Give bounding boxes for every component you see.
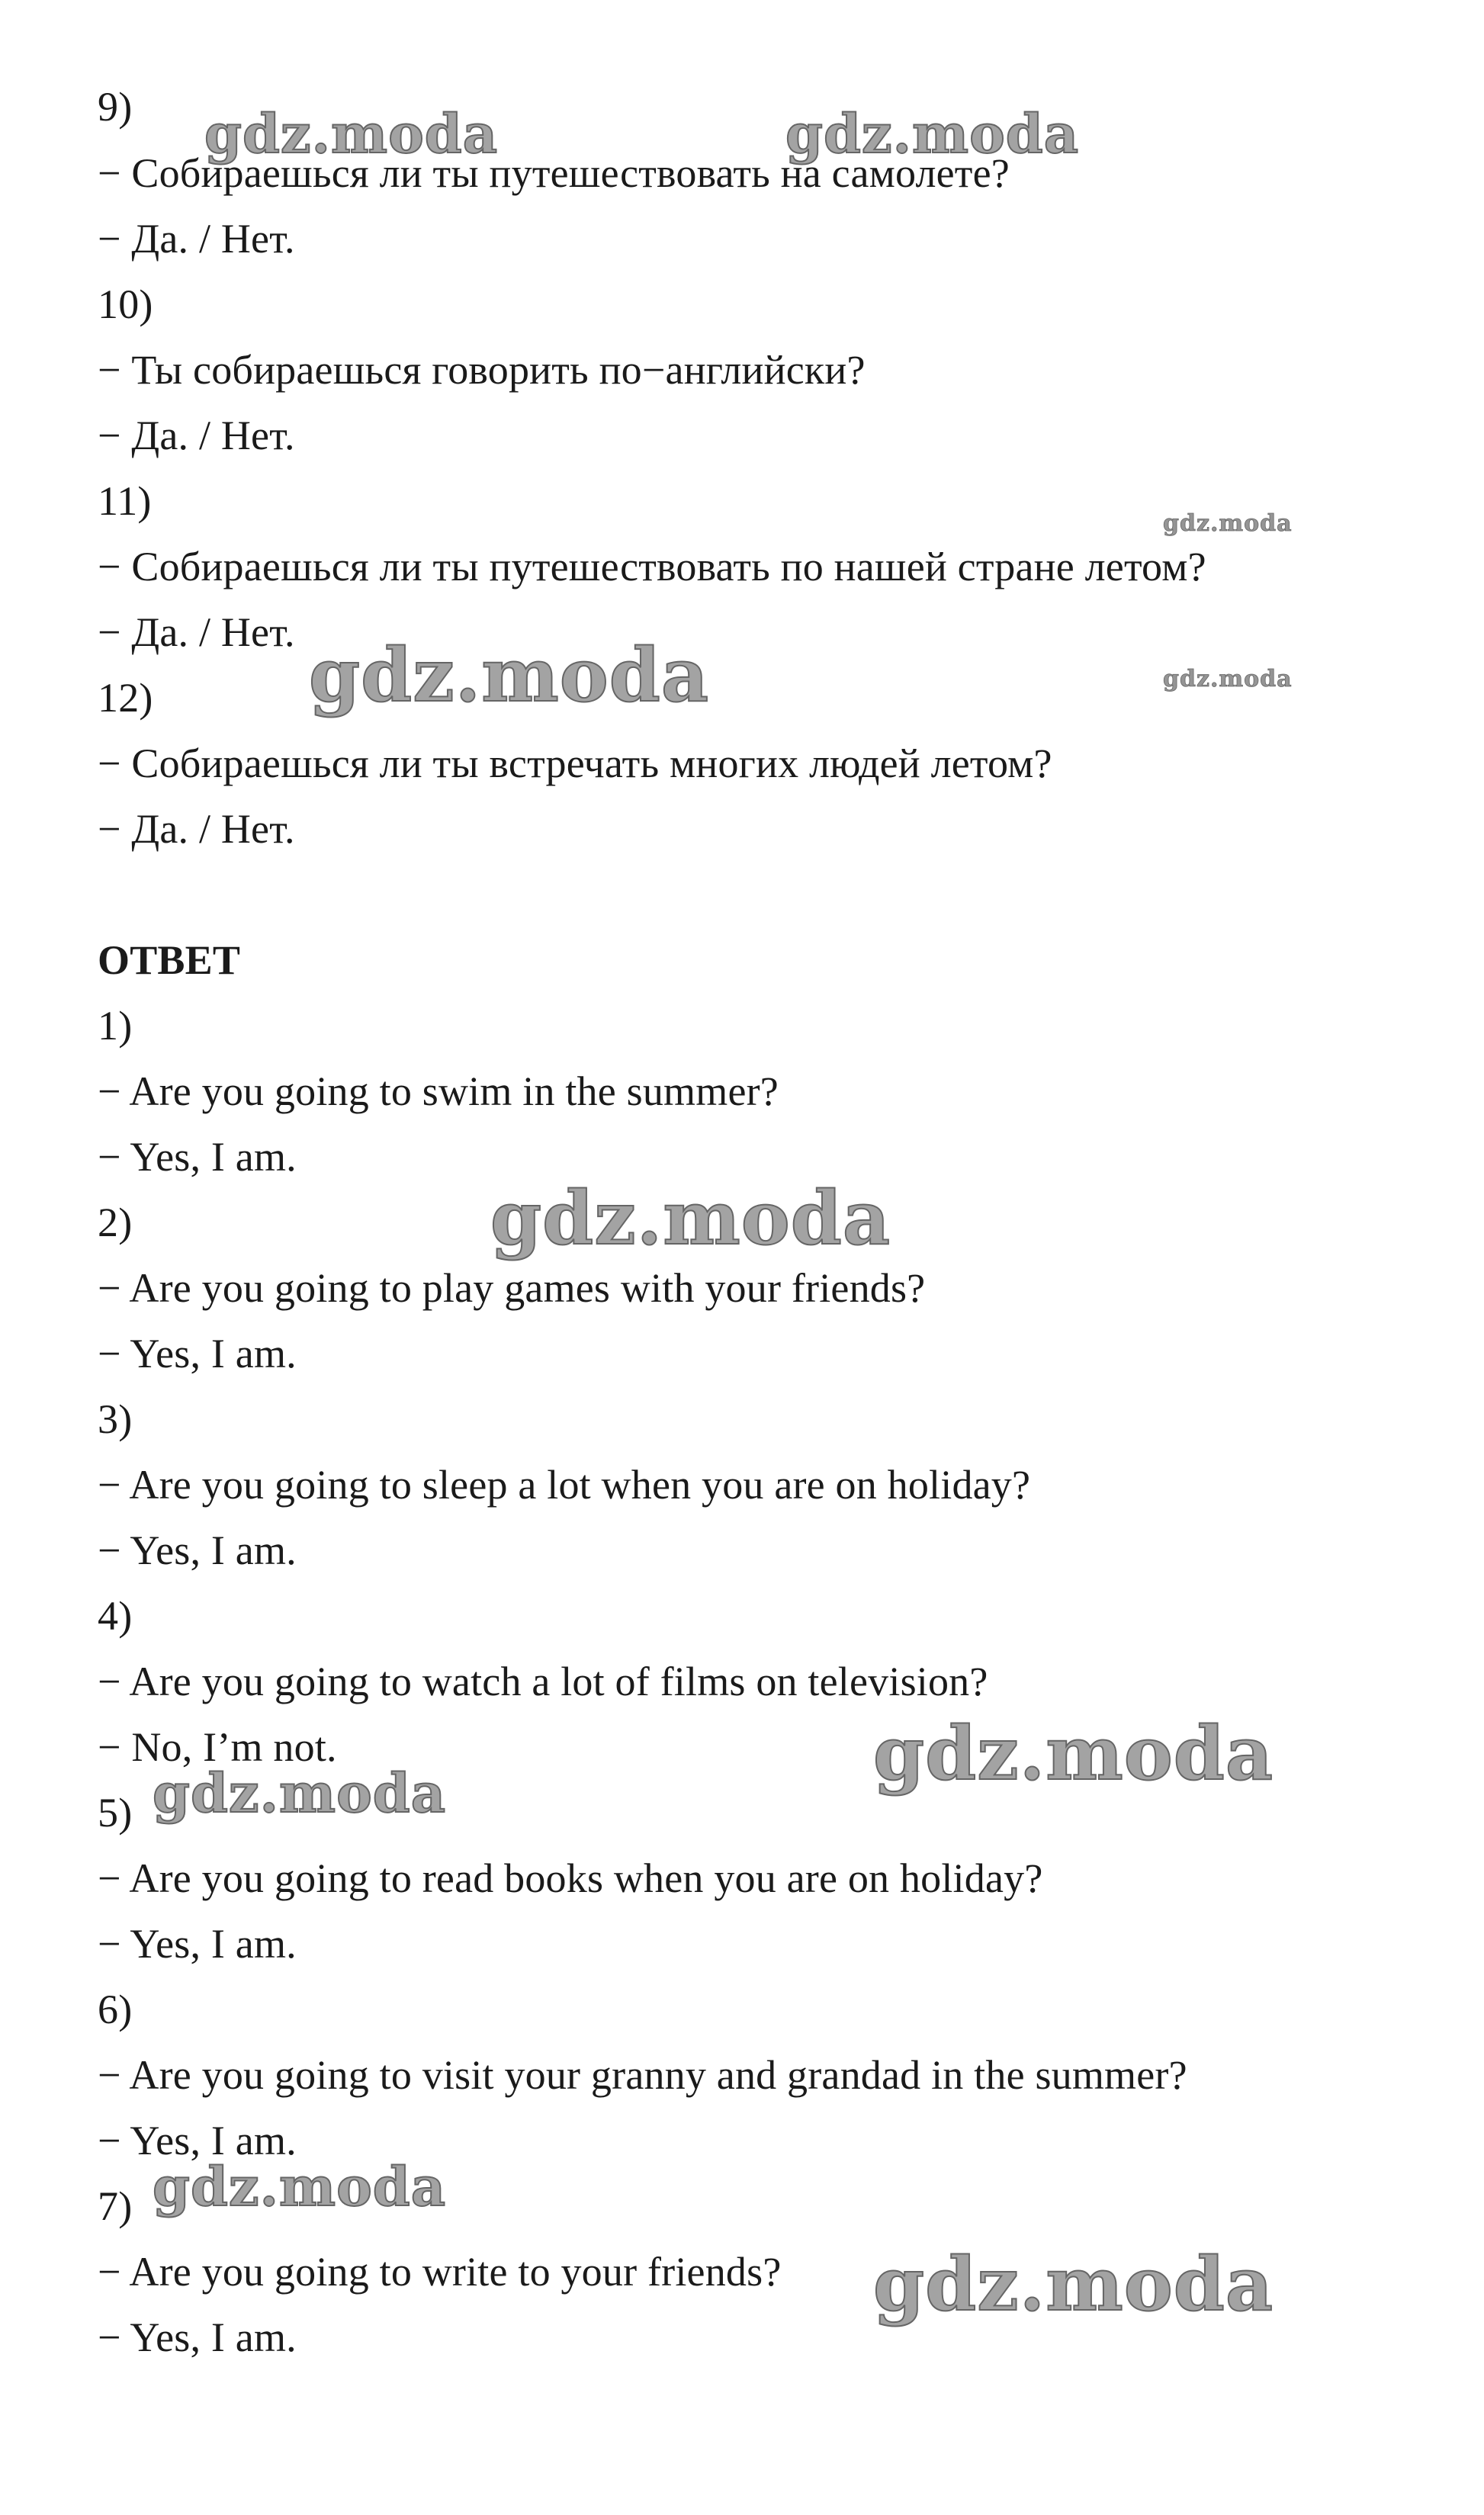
question-text: − Собираешься ли ты встречать многих людей летом? — [98, 740, 1052, 786]
question-answer: − Да. / Нет. — [98, 609, 295, 655]
answer-reply: − Yes, I am. — [98, 1527, 297, 1573]
watermark: gdz.moda — [204, 102, 499, 165]
answer-number: 2) — [98, 1200, 133, 1245]
answer-heading: ОТВЕТ — [98, 937, 241, 983]
answer-reply: − Yes, I am. — [98, 1331, 297, 1376]
watermark: gdz.moda — [873, 2241, 1274, 2327]
answer-reply: − Yes, I am. — [98, 1134, 297, 1180]
answer-question: − Are you going to visit your granny and grandad in the summer? — [98, 2052, 1187, 2098]
answer-question: − Are you going to sleep a lot when you are on holiday? — [98, 1462, 1031, 1508]
watermark: gdz.moda — [153, 2155, 447, 2218]
question-number: 10) — [98, 281, 153, 327]
answer-question: − Are you going to watch a lot of films on television? — [98, 1659, 988, 1704]
question-number: 11) — [98, 478, 152, 524]
question-text: − Собираешься ли ты путешествовать по нашей стране летом? — [98, 544, 1206, 589]
answer-number: 7) — [98, 2183, 133, 2229]
answer-question: − Are you going to swim in the summer? — [98, 1068, 779, 1114]
answer-question: − Are you going to read books when you are on holiday? — [98, 1855, 1043, 1901]
question-number: 12) — [98, 675, 153, 721]
question-text: − Собираешься ли ты путешествовать на самолете? — [98, 150, 1010, 196]
answer-number: 3) — [98, 1396, 133, 1442]
answer-number: 1) — [98, 1003, 133, 1049]
watermark: gdz.moda — [309, 632, 710, 718]
question-answer: − Да. / Нет. — [98, 413, 295, 458]
answer-reply: − Yes, I am. — [98, 2314, 297, 2360]
answer-reply: − Yes, I am. — [98, 2118, 297, 2163]
watermark: gdz.moda — [873, 1710, 1274, 1797]
answer-number: 5) — [98, 1790, 133, 1836]
question-text: − Ты собираешься говорить по−английски? — [98, 347, 866, 393]
answer-reply: − No, I’m not. — [98, 1724, 337, 1770]
watermark: gdz.moda — [785, 102, 1080, 165]
answer-question: − Are you going to write to your friends? — [98, 2249, 782, 2295]
answer-reply: − Yes, I am. — [98, 1921, 297, 1967]
answer-question: − Are you going to play games with your friends? — [98, 1265, 926, 1311]
watermark: gdz.moda — [1163, 666, 1293, 692]
question-answer: − Да. / Нет. — [98, 806, 295, 852]
watermark: gdz.moda — [1163, 510, 1293, 537]
answer-number: 4) — [98, 1593, 133, 1639]
watermark: gdz.moda — [490, 1175, 891, 1261]
watermark: gdz.moda — [153, 1762, 447, 1825]
answer-number: 6) — [98, 1987, 133, 2032]
question-number: 9) — [98, 84, 133, 130]
question-answer: − Да. / Нет. — [98, 216, 295, 262]
